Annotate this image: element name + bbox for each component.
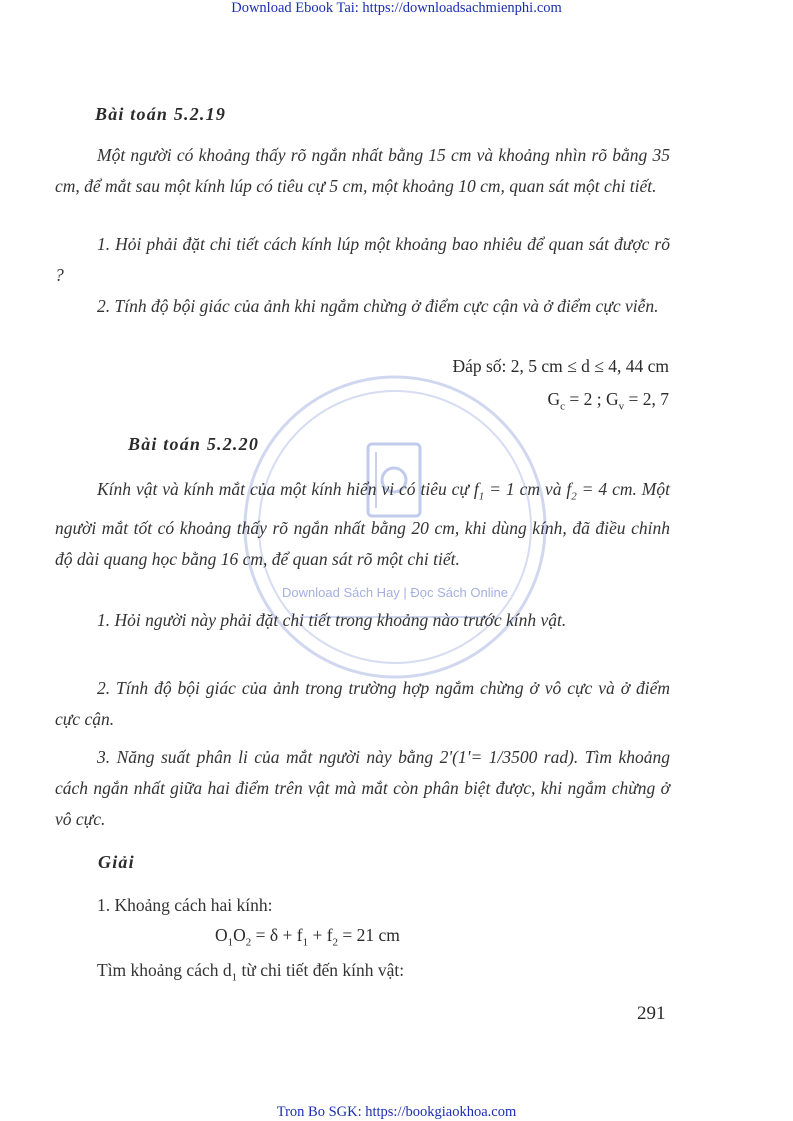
- problem2-intro: Kính vật và kính mắt của một kính hiển vi có tiêu cự $f_1 = 1$ cm và $f_2 = 4$ cm. Một người mắt tốt có khoảng thấy rõ ngắn nhất bằng 20 cm, khi dùng kính, đã điều chỉnh độ dài quang học bằng 16 cm, để quan sát rõ một chi tiết.: [55, 479, 671, 569]
- problem2-question1: 1. Hỏi người này phải đặt chi tiết trong khoảng nào trước kính vật.: [97, 610, 567, 630]
- watermark-text: Download Sách Hay | Đọc Sách Online: [282, 585, 508, 600]
- header-download-link[interactable]: Download Ebook Tai: https://downloadsachmienphi.com: [231, 0, 562, 16]
- page-number: 291: [637, 1003, 666, 1024]
- solution-title: Giải: [98, 852, 135, 872]
- footer-sgk-link[interactable]: Tron Bo SGK: https://bookgiaokhoa.com: [276, 1104, 517, 1120]
- problem2-question2: 2. Tính độ bội giác của ảnh trong trường hợp ngắm chừng ở vô cực và ở điểm cực cận.: [55, 678, 670, 729]
- problem1-intro: Một người có khoảng thấy rõ ngắn nhất bằng 15 cm và khoảng nhìn rõ bằng 35 cm, để mắt sau một kính lúp có tiêu cự 5 cm, một khoảng 10 cm, quan sát một chi tiết.: [55, 145, 670, 196]
- solution-step2: Tìm khoảng cách $d_1$ từ chi tiết đến kính vật:: [97, 960, 405, 984]
- problem1-question1: 1. Hỏi phải đặt chi tiết cách kính lúp một khoảng bao nhiêu để quan sát được rõ ?: [55, 234, 670, 285]
- problem-title-5-2-19: Bài toán 5.2.19: [95, 104, 227, 124]
- problem1-answer-g: $G_c = 2$ ; $G_v = 2$, 7: [547, 389, 669, 413]
- problem1-answer: Đáp số: 2, 5 cm ≤ d ≤ 4, 44 cm: [452, 356, 669, 376]
- problem-title-5-2-20: Bài toán 5.2.20: [128, 434, 260, 454]
- solution-step1: 1. Khoảng cách hai kính:: [97, 895, 273, 915]
- solution-formula: $O_1O_2 = \delta + f_1 + f_2 = 21$ cm: [215, 925, 400, 949]
- problem2-question3: 3. Năng suất phân li của mắt người này bằng 2'(1'= 1/3500 rad). Tìm khoảng cách ngắn nhất giữa hai điểm trên vật mà mắt còn phân biệt được, khi ngắm chừng ở vô cực.: [55, 747, 670, 829]
- problem1-question2: 2. Tính độ bội giác của ảnh khi ngắm chừng ở điểm cực cận và ở điểm cực viễn.: [97, 296, 659, 316]
